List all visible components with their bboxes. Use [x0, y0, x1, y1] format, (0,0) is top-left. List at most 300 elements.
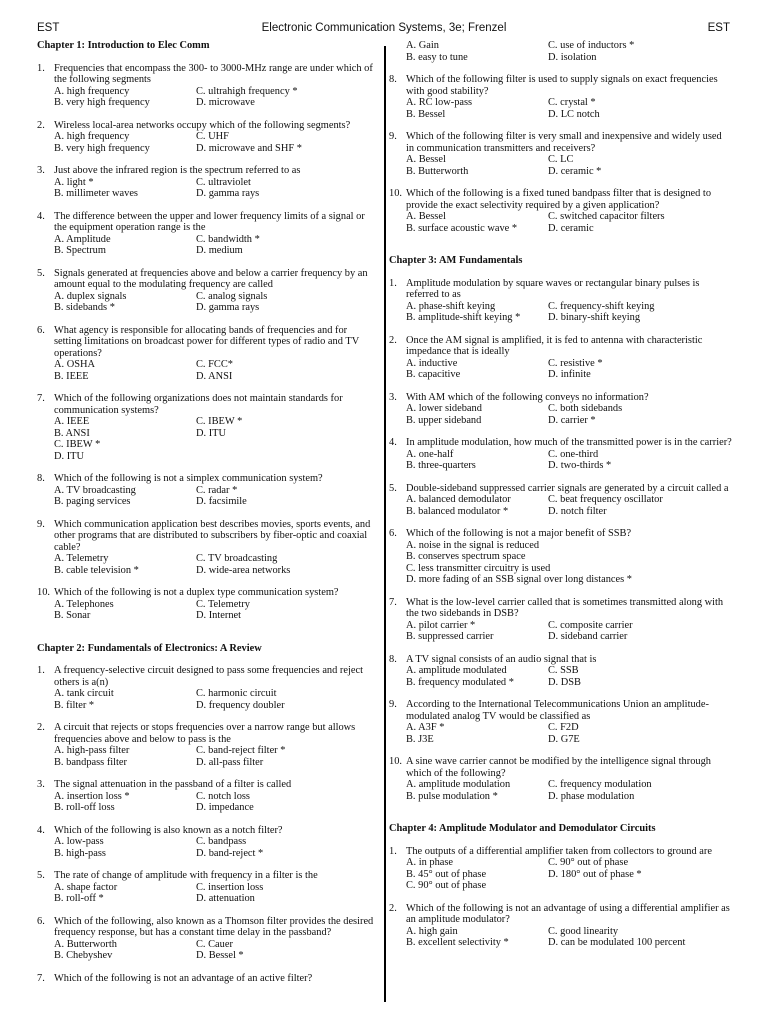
answer-option: D. ceramic — [548, 222, 594, 234]
question-text: Which of the following is a fixed tuned bandpass filter that is designed to provide the exact selectivity required by a given application? — [406, 188, 712, 211]
question-item — [37, 870, 377, 905]
answer-option: A. one-half — [406, 448, 454, 460]
question-number: 3. — [389, 391, 397, 403]
question-text: Frequencies that encompass the 300- to 3000-MHz range are under which of the following segments — [54, 62, 373, 85]
answer-options — [389, 40, 732, 63]
question-item — [389, 278, 732, 324]
question-number: 8. — [389, 653, 397, 665]
question-number: 10. — [37, 587, 50, 598]
answer-option: B. excellent selectivity * — [406, 937, 509, 948]
answer-options — [389, 665, 732, 688]
answer-options — [37, 359, 377, 382]
question-number: 9. — [37, 518, 45, 530]
question-stem — [37, 870, 377, 882]
answer-option: C. beat frequency oscillator — [548, 494, 663, 505]
question-stem — [389, 756, 732, 779]
answer-options — [37, 234, 377, 257]
answer-option: B. cable television * — [54, 564, 139, 576]
question-item — [37, 120, 377, 155]
answer-option: A. Amplitude — [54, 233, 111, 245]
question-stem — [389, 903, 732, 926]
answer-option: B. frequency modulated * — [406, 676, 514, 688]
question-item — [37, 665, 377, 711]
answer-option: B. very high frequency — [54, 142, 150, 154]
question-text: Which of the following is not a duplex type communication system? — [54, 587, 339, 598]
right-column — [389, 40, 732, 960]
answer-option: B. IEEE — [54, 370, 89, 382]
answer-option: C. one-third — [548, 448, 599, 460]
answer-option: C. insertion loss — [196, 881, 264, 893]
question-stem — [37, 63, 377, 86]
question-item — [389, 756, 732, 802]
question-item — [389, 188, 732, 234]
answer-option: D. more fading of an SSB signal over long distances * — [406, 574, 632, 585]
answer-options — [389, 358, 732, 381]
answer-option: A. high-pass filter — [54, 745, 130, 756]
question-number: 7. — [37, 972, 45, 984]
answer-option: B. upper sideband — [406, 414, 482, 426]
answer-options — [389, 449, 732, 472]
answer-option: C. F2D — [548, 722, 579, 733]
answer-option: D. ITU — [196, 427, 227, 439]
answer-option: D. ITU — [54, 450, 85, 462]
answer-option: C. use of inductors * — [548, 40, 635, 51]
question-number: 1. — [37, 665, 45, 676]
question-number: 4. — [37, 210, 45, 222]
question-stem — [37, 473, 377, 485]
answer-options — [389, 211, 732, 234]
question-number: 6. — [37, 324, 45, 336]
question-text: A circuit that rejects or stops frequencies over a narrow range but allows frequencies above and below to pass is the — [54, 722, 356, 745]
question-text: The signal attenuation in the passband of a filter is called — [54, 779, 292, 790]
answer-option: B. bandpass filter — [54, 756, 128, 768]
column-divider — [384, 46, 386, 1002]
question-item — [389, 74, 732, 120]
answer-options — [37, 836, 377, 859]
answer-option: A. A3F * — [406, 722, 445, 733]
answer-option: D. phase modulation — [548, 790, 635, 802]
answer-option: D. impedance — [196, 802, 254, 813]
answer-option: C. Telemetry — [196, 598, 250, 610]
answer-option: C. harmonic circuit — [196, 688, 277, 699]
question-number: 5. — [37, 870, 45, 881]
answer-option: C. resistive * — [548, 357, 603, 369]
answer-option: B. roll-off * — [54, 893, 104, 904]
question-text: What agency is responsible for allocating bands of frequencies and for setting limitations on broadcast power for different types of radio and TV operations? — [54, 324, 360, 359]
answer-option: B. balanced modulator * — [406, 505, 509, 517]
question-number: 9. — [389, 131, 397, 142]
answer-options — [389, 301, 732, 324]
question-text: Wireless local-area networks occupy which of the following segments? — [54, 119, 351, 131]
question-number: 7. — [37, 393, 45, 404]
answer-option: B. sidebands * — [54, 302, 115, 313]
answer-option: A. insertion loss * — [54, 790, 130, 802]
question-text: Which of the following, also known as a Thomson filter provides the desired frequency response, but has a constant time delay in the passband? — [54, 915, 374, 938]
question-text: With AM which of the following conveys no information? — [406, 391, 649, 403]
question-number: 2. — [389, 334, 397, 346]
answer-option: B. Chebyshev — [54, 950, 113, 961]
answer-option: B. 45° out of phase — [406, 868, 487, 880]
answer-option: C. less transmitter circuitry is used — [406, 562, 551, 574]
header-left: EST — [37, 22, 60, 34]
question-stem — [37, 779, 377, 791]
question-item — [389, 40, 732, 63]
question-item — [389, 597, 732, 643]
answer-option: D. isolation — [548, 51, 597, 63]
answer-options — [389, 403, 732, 426]
question-stem — [389, 74, 732, 97]
question-item — [37, 63, 377, 109]
answer-option: A. Bessel — [406, 154, 446, 165]
question-text: Which of the following filter is used to supply signals on exact frequencies with good stability? — [406, 74, 718, 97]
answer-option: D. band-reject * — [196, 847, 264, 859]
answer-options — [389, 97, 732, 120]
question-item — [389, 392, 732, 427]
question-number: 1. — [389, 845, 397, 857]
answer-option: B. paging services — [54, 496, 131, 507]
answer-option: D. all-pass filter — [196, 756, 264, 768]
answer-option: A. low-pass — [54, 836, 104, 847]
answer-option: D. can be modulated 100 percent — [548, 937, 686, 948]
question-item — [389, 335, 732, 381]
answer-option: B. Butterworth — [406, 165, 469, 177]
question-stem — [37, 722, 377, 745]
question-text: Which of the following is not a major benefit of SSB? — [406, 528, 632, 539]
question-number: 8. — [37, 473, 45, 484]
question-number: 10. — [389, 188, 402, 199]
question-text: In amplitude modulation, how much of the transmitted power is in the carrier? — [406, 437, 732, 448]
question-text: Amplitude modulation by square waves or rectangular binary pulses is referred to as — [406, 277, 700, 300]
answer-option: D. Internet — [196, 610, 242, 621]
question-stem — [389, 437, 732, 449]
answer-option: A. TV broadcasting — [54, 484, 136, 496]
question-stem — [37, 973, 377, 985]
question-number: 8. — [389, 74, 397, 85]
answer-option: A. Telephones — [54, 598, 114, 610]
question-text: A sine wave carrier cannot be modified by the intelligence signal through which of the following? — [406, 756, 711, 779]
answer-option: A. amplitude modulation — [406, 779, 511, 790]
question-stem — [37, 211, 377, 234]
question-item — [37, 211, 377, 257]
question-number: 1. — [389, 277, 397, 289]
answer-option: C. radar * — [196, 484, 238, 496]
answer-option: C. FCC* — [196, 359, 233, 370]
question-stem — [389, 654, 732, 666]
question-text: Which communication application best describes movies, sports events, and other programs that are distributed to subscribers by fiber-optic and coaxial cable? — [54, 518, 371, 553]
question-number: 9. — [389, 699, 397, 710]
answer-option: B. pulse modulation * — [406, 790, 498, 802]
answer-options — [37, 177, 377, 200]
header-right: EST — [707, 22, 730, 34]
answer-option: D. sideband carrier — [548, 631, 628, 642]
answer-options — [37, 882, 377, 905]
answer-option: A. phase-shift keying — [406, 300, 496, 312]
answer-option: D. ceramic * — [548, 165, 602, 177]
question-item — [37, 165, 377, 200]
answer-options — [37, 553, 377, 576]
answer-option: B. three-quarters — [406, 460, 476, 471]
question-text: The difference between the upper and lower frequency limits of a signal or the equipment operation range is the — [54, 210, 365, 233]
question-text: Which of the following is not an advantage of an active filter? — [54, 972, 313, 984]
answer-option: A. RC low-pass — [406, 97, 473, 108]
answer-option: A. in phase — [406, 857, 454, 868]
question-item — [37, 587, 377, 622]
question-stem — [389, 597, 732, 620]
answer-option — [548, 880, 732, 892]
question-stem — [37, 325, 377, 360]
answer-option: D. medium — [196, 245, 243, 256]
question-stem — [37, 268, 377, 291]
answer-option: A. Bessel — [406, 211, 446, 222]
question-text: Double-sideband suppressed carrier signals are generated by a circuit called a — [406, 482, 729, 494]
answer-option: A. inductive — [406, 357, 458, 369]
answer-option: C. bandwidth * — [196, 233, 260, 245]
answer-options — [389, 857, 732, 892]
section-gap — [389, 813, 732, 823]
question-stem — [37, 393, 377, 416]
answer-option: C. band-reject filter * — [196, 745, 286, 756]
question-item — [37, 916, 377, 962]
answer-option: B. very high frequency — [54, 97, 150, 108]
answer-option: B. filter * — [54, 699, 95, 711]
answer-option: A. lower sideband — [406, 403, 482, 414]
answer-option: D. G7E — [548, 733, 580, 745]
answer-option: C. frequency modulation — [548, 779, 652, 790]
question-item — [37, 473, 377, 508]
answer-option: C. composite carrier — [548, 619, 633, 631]
answer-options — [37, 485, 377, 508]
question-stem — [37, 587, 377, 599]
question-item — [389, 846, 732, 892]
question-stem — [37, 665, 377, 688]
answer-option: D. two-thirds * — [548, 460, 612, 471]
answer-option: A. pilot carrier * — [406, 619, 476, 631]
answer-option: B. roll-off loss — [54, 802, 115, 813]
question-text: Signals generated at frequencies above and below a carrier frequency by an amount equal to the modulating frequency are called — [54, 267, 368, 290]
answer-option: A. high frequency — [54, 131, 130, 142]
question-item — [37, 722, 377, 768]
answer-options — [389, 926, 732, 949]
answer-option: C. 90° out of phase — [548, 857, 629, 868]
answer-option: B. Bessel — [406, 108, 446, 120]
question-stem — [389, 528, 732, 540]
question-text: A frequency-selective circuit designed to pass some frequencies and reject others is a(n) — [54, 665, 363, 688]
answer-option: C. switched capacitor filters — [548, 211, 665, 222]
answer-options — [389, 722, 732, 745]
answer-option: C. TV broadcasting — [196, 553, 278, 564]
answer-option — [196, 439, 377, 451]
answer-option: A. amplitude modulated — [406, 665, 507, 676]
answer-option: C. SSB — [548, 665, 579, 676]
answer-options — [37, 791, 377, 814]
answer-option: C. frequency-shift keying — [548, 300, 655, 312]
answer-option: A. OSHA — [54, 359, 95, 370]
answer-option: C. LC — [548, 154, 574, 165]
question-number: 3. — [37, 779, 45, 790]
question-item — [389, 131, 732, 177]
question-text: What is the low-level carrier called that is sometimes transmitted along with the two sidebands in DSB? — [406, 596, 724, 619]
answer-option: A. Butterworth — [54, 938, 117, 950]
answer-option: C. ultraviolet — [196, 176, 251, 188]
question-number: 4. — [37, 824, 45, 836]
question-text: Which of the following filter is very small and inexpensive and widely used in communication transmitters and receivers? — [406, 131, 722, 154]
answer-option: B. Sonar — [54, 610, 91, 621]
chapter-title: Chapter 4: Amplitude Modulator and Demodulator Circuits — [389, 823, 656, 834]
question-item — [37, 393, 377, 462]
answer-option: B. high-pass — [54, 847, 106, 859]
question-number: 1. — [37, 62, 45, 74]
question-stem — [389, 846, 732, 858]
question-item — [389, 699, 732, 745]
question-text: Just above the infrared region is the spectrum referred to as — [54, 165, 301, 176]
answer-option: B. suppressed carrier — [406, 631, 494, 642]
answer-option: B. easy to tune — [406, 51, 468, 63]
question-stem — [389, 483, 732, 495]
section-gap — [37, 633, 377, 643]
chapter-title: Chapter 3: AM Fundamentals — [389, 255, 523, 266]
question-number: 2. — [37, 722, 45, 733]
question-stem — [389, 335, 732, 358]
answer-option: A. noise in the signal is reduced — [406, 539, 540, 551]
question-item — [37, 779, 377, 814]
question-item — [389, 437, 732, 472]
answer-options — [389, 154, 732, 177]
answer-option: A. shape factor — [54, 881, 118, 893]
answer-option: D. Bessel * — [196, 950, 244, 961]
answer-option: D. ANSI — [196, 370, 233, 382]
answer-option: A. IEEE — [54, 416, 90, 427]
question-number: 7. — [389, 596, 397, 608]
answer-option: A. Gain — [406, 40, 439, 51]
answer-options — [37, 599, 377, 622]
answer-option: A. Telemetry — [54, 553, 109, 564]
question-item — [389, 654, 732, 689]
answer-option: D. frequency doubler — [196, 699, 285, 711]
answer-option: C. good linearity — [548, 925, 619, 937]
left-column — [37, 40, 377, 995]
question-item — [37, 268, 377, 314]
question-number: 6. — [389, 528, 397, 539]
answer-option: A. high frequency — [54, 85, 130, 97]
question-item — [37, 325, 377, 383]
answer-option: D. carrier * — [548, 414, 596, 426]
answer-option: D. facsimile — [196, 496, 247, 507]
question-number: 5. — [37, 267, 45, 279]
question-item — [389, 903, 732, 949]
answer-option: C. both sidebands — [548, 403, 623, 414]
question-item — [389, 483, 732, 518]
question-number: 6. — [37, 915, 45, 927]
question-stem — [389, 699, 732, 722]
answer-option: D. gamma rays — [196, 302, 260, 313]
chapter-title: Chapter 1: Introduction to Elec Comm — [37, 40, 210, 51]
answer-option: C. 90° out of phase — [406, 880, 487, 891]
answer-options — [37, 745, 377, 768]
question-item — [37, 973, 377, 985]
answer-option: C. Cauer — [196, 938, 233, 950]
answer-option: A. high gain — [406, 925, 458, 937]
question-text: Which of the following organizations does not maintain standards for communication systems? — [54, 393, 343, 416]
question-text: The outputs of a differential amplifier taken from collectors to ground are — [406, 845, 712, 857]
question-stem — [37, 519, 377, 554]
question-stem — [37, 825, 377, 837]
answer-option: D. LC notch — [548, 108, 600, 120]
answer-option: B. capacitive — [406, 369, 461, 380]
question-item — [389, 528, 732, 586]
answer-option: D. gamma rays — [196, 188, 260, 199]
chapter-title: Chapter 2: Fundamentals of Electronics: A Review — [37, 642, 262, 654]
answer-options — [389, 779, 732, 802]
answer-option: D. attenuation — [196, 893, 255, 904]
answer-option: B. conserves spectrum space — [406, 551, 526, 562]
answer-option — [196, 451, 377, 463]
answer-option: A. balanced demodulator — [406, 494, 511, 505]
answer-option: B. J3E — [406, 733, 434, 745]
question-number: 2. — [389, 902, 397, 914]
answer-options — [389, 494, 732, 517]
question-stem — [389, 392, 732, 404]
question-number: 2. — [37, 119, 45, 131]
answer-option: A. tank circuit — [54, 688, 114, 699]
answer-option: B. amplitude-shift keying * — [406, 312, 521, 323]
answer-options — [37, 131, 377, 154]
question-stem — [37, 916, 377, 939]
answer-option: A. duplex signals — [54, 290, 127, 302]
answer-option: D. infinite — [548, 369, 591, 380]
question-stem — [389, 188, 732, 211]
section-gap — [389, 245, 732, 255]
header-title: Electronic Communication Systems, 3e; Frenzel — [261, 22, 507, 34]
question-text: According to the International Telecommunications Union an amplitude-modulated analog TV would be classified as — [406, 699, 709, 722]
question-number: 10. — [389, 756, 402, 767]
answer-option: D. microwave — [196, 97, 255, 108]
question-stem — [37, 120, 377, 132]
answer-option: D. binary-shift keying — [548, 312, 641, 323]
answer-option: D. notch filter — [548, 505, 607, 517]
answer-option: C. IBEW * — [196, 416, 243, 427]
question-item — [37, 825, 377, 860]
answer-option: C. UHF — [196, 131, 229, 142]
answer-options — [389, 540, 732, 586]
answer-options — [37, 416, 377, 462]
question-text: Which of the following is not a simplex communication system? — [54, 473, 323, 484]
answer-option: D. 180° out of phase * — [548, 868, 642, 880]
answer-option: B. ANSI — [54, 427, 90, 439]
answer-option: B. surface acoustic wave * — [406, 222, 518, 234]
answer-option: B. millimeter waves — [54, 188, 138, 199]
answer-option: C. crystal * — [548, 97, 596, 108]
question-item — [37, 519, 377, 577]
answer-option: C. IBEW * — [54, 439, 101, 450]
answer-option: C. notch loss — [196, 790, 250, 802]
question-text: The rate of change of amplitude with frequency in a filter is the — [54, 870, 318, 881]
answer-options — [37, 688, 377, 711]
answer-option: A. light * — [54, 176, 94, 188]
answer-option: C. analog signals — [196, 290, 268, 302]
answer-option: B. Spectrum — [54, 245, 106, 256]
answer-option: D. wide-area networks — [196, 564, 291, 576]
answer-options — [37, 291, 377, 314]
question-stem — [389, 278, 732, 301]
answer-option: D. microwave and SHF * — [196, 142, 302, 154]
question-stem — [37, 165, 377, 177]
answer-options — [389, 620, 732, 643]
answer-option: C. ultrahigh frequency * — [196, 85, 298, 97]
question-text: Once the AM signal is amplified, it is fed to antenna with characteristic impedance that is ideally — [406, 334, 703, 357]
answer-option: C. bandpass — [196, 836, 247, 847]
question-text: Which of the following is also known as a notch filter? — [54, 824, 283, 836]
question-number: 3. — [37, 165, 45, 176]
